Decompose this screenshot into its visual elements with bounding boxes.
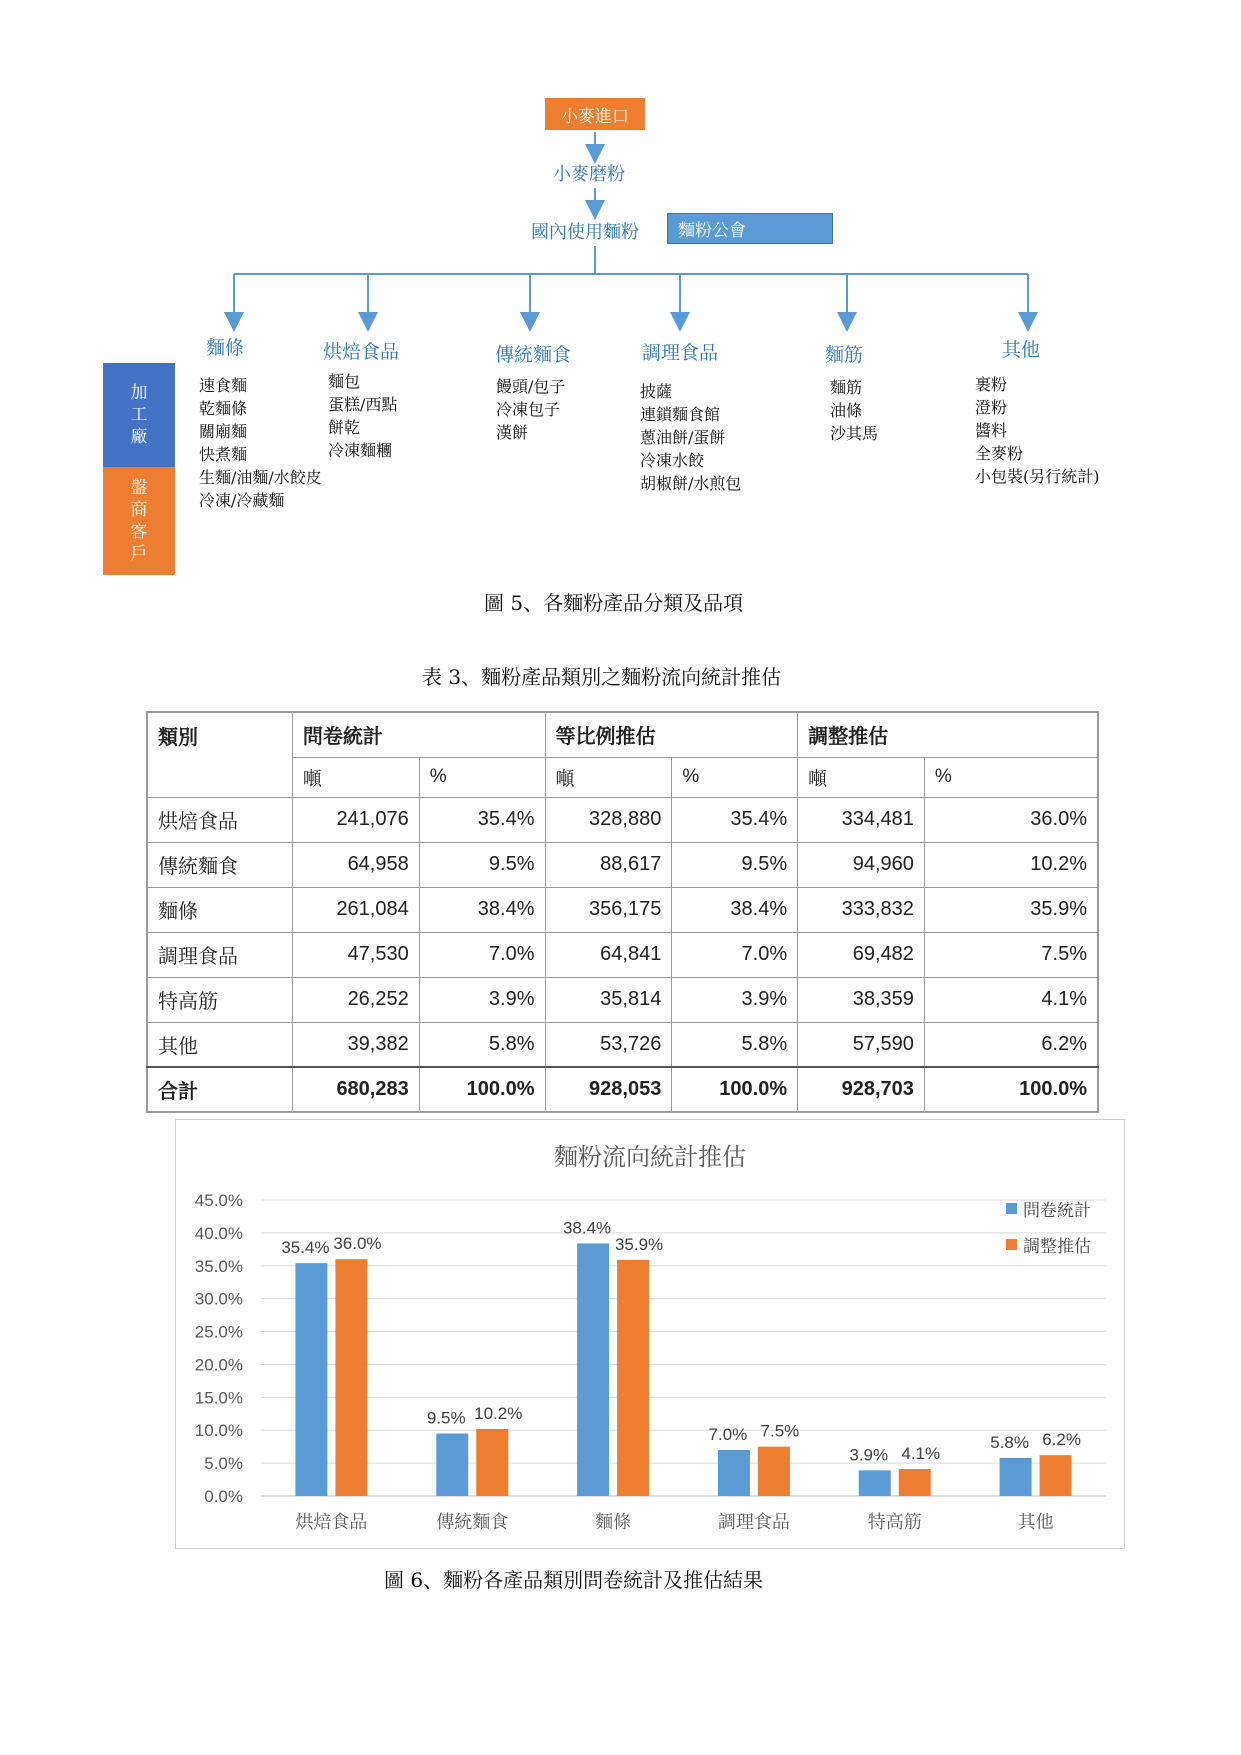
legend-swatch-orange <box>1006 1239 1017 1250</box>
cell-value: 261,084 <box>292 887 419 932</box>
y-tick-label: 35.0% <box>194 1256 243 1276</box>
list-item: 麵筋 <box>830 378 863 397</box>
bar-adjusted <box>1040 1455 1072 1496</box>
table-row <box>147 932 1098 977</box>
distributor-customer-label: 盤 商 客 戶 <box>103 467 175 575</box>
data-label: 38.4% <box>562 1218 612 1238</box>
processing-plant-label: 加 工 廠 <box>103 363 175 467</box>
data-label: 36.0% <box>333 1234 382 1254</box>
cell-value: 7.0% <box>672 932 798 977</box>
bar-adjusted <box>899 1469 931 1496</box>
x-tick-label: 其他 <box>1017 1512 1054 1533</box>
figure-5-caption: 圖 5、各麵粉產品分類及品項 <box>484 591 744 615</box>
table-row <box>147 977 1098 1022</box>
cell-value: 69,482 <box>798 932 925 977</box>
subheader-ton: 噸 <box>798 757 925 797</box>
cell-value: 38.4% <box>672 887 798 932</box>
cell-value: 333,832 <box>798 887 925 932</box>
y-tick-label: 40.0% <box>194 1223 243 1243</box>
legend-swatch-blue <box>1006 1203 1017 1214</box>
flour-flow-table <box>146 711 1099 1113</box>
list-item: 小包裝(另行統計) <box>975 467 1100 486</box>
data-label: 6.2% <box>1042 1430 1081 1450</box>
category-title-traditional: 傳統麵食 <box>495 344 572 366</box>
data-label: 10.2% <box>474 1403 523 1423</box>
data-label: 5.8% <box>990 1432 1029 1452</box>
noodles-item-list <box>199 374 322 512</box>
list-item: 冷凍麵糰 <box>328 441 393 460</box>
list-item: 關廟麵 <box>199 422 248 441</box>
subheader-percent: % <box>419 757 545 797</box>
category-title-gluten: 麵筋 <box>825 344 864 366</box>
list-item: 快煮麵 <box>199 445 248 464</box>
y-tick-label: 25.0% <box>194 1322 243 1342</box>
y-tick-label: 0.0% <box>204 1487 243 1506</box>
category-title-noodles: 麵條 <box>206 337 245 359</box>
header-survey: 問卷統計 <box>292 712 545 757</box>
cell-value: 3.9% <box>672 977 798 1022</box>
category-title-other: 其他 <box>1002 339 1041 361</box>
legend-adjusted: 調整推估 <box>1006 1232 1091 1257</box>
x-tick-label: 麵條 <box>595 1512 632 1533</box>
chart-title: 麵粉流向統計推估 <box>554 1143 746 1171</box>
bar-survey <box>295 1263 327 1496</box>
table-total-row <box>147 1067 1098 1112</box>
x-tick-label: 傳統麵食 <box>436 1512 509 1533</box>
bar-adjusted <box>758 1447 790 1496</box>
cell-value: 6.2% <box>924 1022 1098 1067</box>
table-3-caption: 表 3、麵粉產品類別之麵粉流向統計推估 <box>422 665 782 689</box>
cell-value: 100.0% <box>419 1067 545 1112</box>
cell-value: 57,590 <box>798 1022 925 1067</box>
row-category: 麵條 <box>147 887 292 932</box>
list-item: 速食麵 <box>199 376 248 395</box>
prepared-item-list <box>640 380 741 495</box>
header-adjusted: 調整推估 <box>798 712 1098 757</box>
list-item: 油條 <box>830 401 863 420</box>
header-proportional: 等比例推估 <box>545 712 798 757</box>
subheader-percent: % <box>924 757 1098 797</box>
legend-survey: 問卷統計 <box>1006 1196 1091 1221</box>
bar-adjusted <box>617 1260 649 1496</box>
list-item: 胡椒餅/水煎包 <box>640 474 742 493</box>
cell-value: 241,076 <box>292 797 419 842</box>
table-row <box>147 797 1098 842</box>
bar-adjusted <box>476 1429 508 1496</box>
cell-value: 9.5% <box>419 842 545 887</box>
cell-value: 38.4% <box>419 887 545 932</box>
list-item: 裹粉 <box>975 375 1008 394</box>
figure-6-caption: 圖 6、麵粉各產品類別問卷統計及推估結果 <box>384 1568 764 1592</box>
cell-value: 35.4% <box>419 797 545 842</box>
bakery-item-list <box>328 370 397 462</box>
list-item: 麵包 <box>328 372 361 391</box>
data-label: 35.9% <box>614 1234 664 1254</box>
subheader-ton: 噸 <box>545 757 672 797</box>
x-tick-label: 烘焙食品 <box>295 1512 368 1533</box>
list-item: 連鎖麵食館 <box>640 405 721 424</box>
cell-value: 328,880 <box>545 797 672 842</box>
table-row <box>147 887 1098 932</box>
subheader-percent: % <box>672 757 798 797</box>
data-label: 9.5% <box>426 1408 466 1428</box>
list-item: 澄粉 <box>975 398 1008 417</box>
x-tick-label: 特高筋 <box>867 1512 922 1533</box>
row-category: 烘焙食品 <box>147 797 292 842</box>
data-label: 7.0% <box>708 1424 748 1444</box>
cell-value: 3.9% <box>419 977 545 1022</box>
data-label: 7.5% <box>760 1421 800 1441</box>
table-row <box>147 842 1098 887</box>
bar-survey <box>718 1450 750 1496</box>
cell-value: 928,703 <box>798 1067 925 1112</box>
y-tick-label: 15.0% <box>194 1388 243 1408</box>
domestic-flour-label: 國內使用麵粉 <box>531 222 639 243</box>
wheat-import-box: 小麥進口 <box>545 98 645 130</box>
data-label: 35.4% <box>281 1238 330 1258</box>
list-item: 冷凍包子 <box>496 400 561 419</box>
list-item: 沙其馬 <box>830 424 879 443</box>
cell-value: 35.4% <box>672 797 798 842</box>
list-item: 餅乾 <box>328 418 361 437</box>
traditional-item-list <box>496 375 565 444</box>
list-item: 生麵/油麵/水餃皮 <box>199 468 322 487</box>
bar-survey <box>859 1470 891 1496</box>
cell-value: 53,726 <box>545 1022 672 1067</box>
cell-value: 5.8% <box>419 1022 545 1067</box>
row-category: 調理食品 <box>147 932 292 977</box>
wheat-milling-label: 小麥磨粉 <box>553 164 625 185</box>
list-item: 饅頭/包子 <box>496 377 566 396</box>
cell-value: 4.1% <box>924 977 1098 1022</box>
cell-value: 38,359 <box>798 977 925 1022</box>
category-title-prepared: 調理食品 <box>642 342 719 364</box>
cell-value: 94,960 <box>798 842 925 887</box>
cell-value: 334,481 <box>798 797 925 842</box>
y-tick-label: 5.0% <box>204 1454 243 1474</box>
cell-value: 39,382 <box>292 1022 419 1067</box>
cell-value: 26,252 <box>292 977 419 1022</box>
subheader-ton: 噸 <box>292 757 419 797</box>
cell-value: 7.5% <box>924 932 1098 977</box>
row-category: 其他 <box>147 1022 292 1067</box>
cell-value: 64,841 <box>545 932 672 977</box>
list-item: 醬料 <box>975 421 1008 440</box>
other-item-list <box>975 373 1100 488</box>
table-row <box>147 1022 1098 1067</box>
cell-value: 36.0% <box>924 797 1098 842</box>
cell-value: 10.2% <box>924 842 1098 887</box>
bar-survey <box>436 1434 468 1496</box>
row-category: 特高筋 <box>147 977 292 1022</box>
header-category: 類別 <box>147 712 292 797</box>
y-tick-label: 30.0% <box>194 1289 243 1309</box>
cell-value: 64,958 <box>292 842 419 887</box>
y-tick-label: 45.0% <box>194 1191 243 1210</box>
cell-value: 100.0% <box>924 1067 1098 1112</box>
row-category: 傳統麵食 <box>147 842 292 887</box>
list-item: 冷凍/冷藏麵 <box>199 491 285 510</box>
cell-value: 928,053 <box>545 1067 672 1112</box>
y-tick-label: 10.0% <box>194 1421 243 1441</box>
x-tick-label: 調理食品 <box>717 1512 790 1533</box>
cell-value: 7.0% <box>419 932 545 977</box>
cell-value: 356,175 <box>545 887 672 932</box>
cell-value: 47,530 <box>292 932 419 977</box>
list-item: 蛋糕/西點 <box>328 395 398 414</box>
bar-adjusted <box>335 1259 367 1496</box>
chart-frame <box>175 1119 1125 1549</box>
gluten-item-list <box>830 376 878 445</box>
cell-value: 35,814 <box>545 977 672 1022</box>
cell-value: 88,617 <box>545 842 672 887</box>
bar-survey <box>1000 1458 1032 1496</box>
data-label: 3.9% <box>849 1445 889 1465</box>
cell-value: 680,283 <box>292 1067 419 1112</box>
row-category: 合計 <box>147 1067 292 1112</box>
cell-value: 35.9% <box>924 887 1098 932</box>
list-item: 蔥油餅/蛋餅 <box>640 428 726 447</box>
list-item: 乾麵條 <box>199 399 248 418</box>
bar-chart <box>176 1120 1124 1548</box>
y-tick-label: 20.0% <box>194 1355 243 1375</box>
cell-value: 9.5% <box>672 842 798 887</box>
bar-survey <box>577 1243 609 1496</box>
data-label: 4.1% <box>901 1444 941 1464</box>
list-item: 漢餅 <box>496 423 529 442</box>
cell-value: 100.0% <box>672 1067 798 1112</box>
cell-value: 5.8% <box>672 1022 798 1067</box>
category-title-bakery: 烘焙食品 <box>323 341 400 363</box>
list-item: 披薩 <box>640 382 673 401</box>
flour-association-box: 麵粉公會 <box>667 213 833 244</box>
list-item: 冷凍水餃 <box>640 451 705 470</box>
list-item: 全麥粉 <box>975 444 1024 463</box>
